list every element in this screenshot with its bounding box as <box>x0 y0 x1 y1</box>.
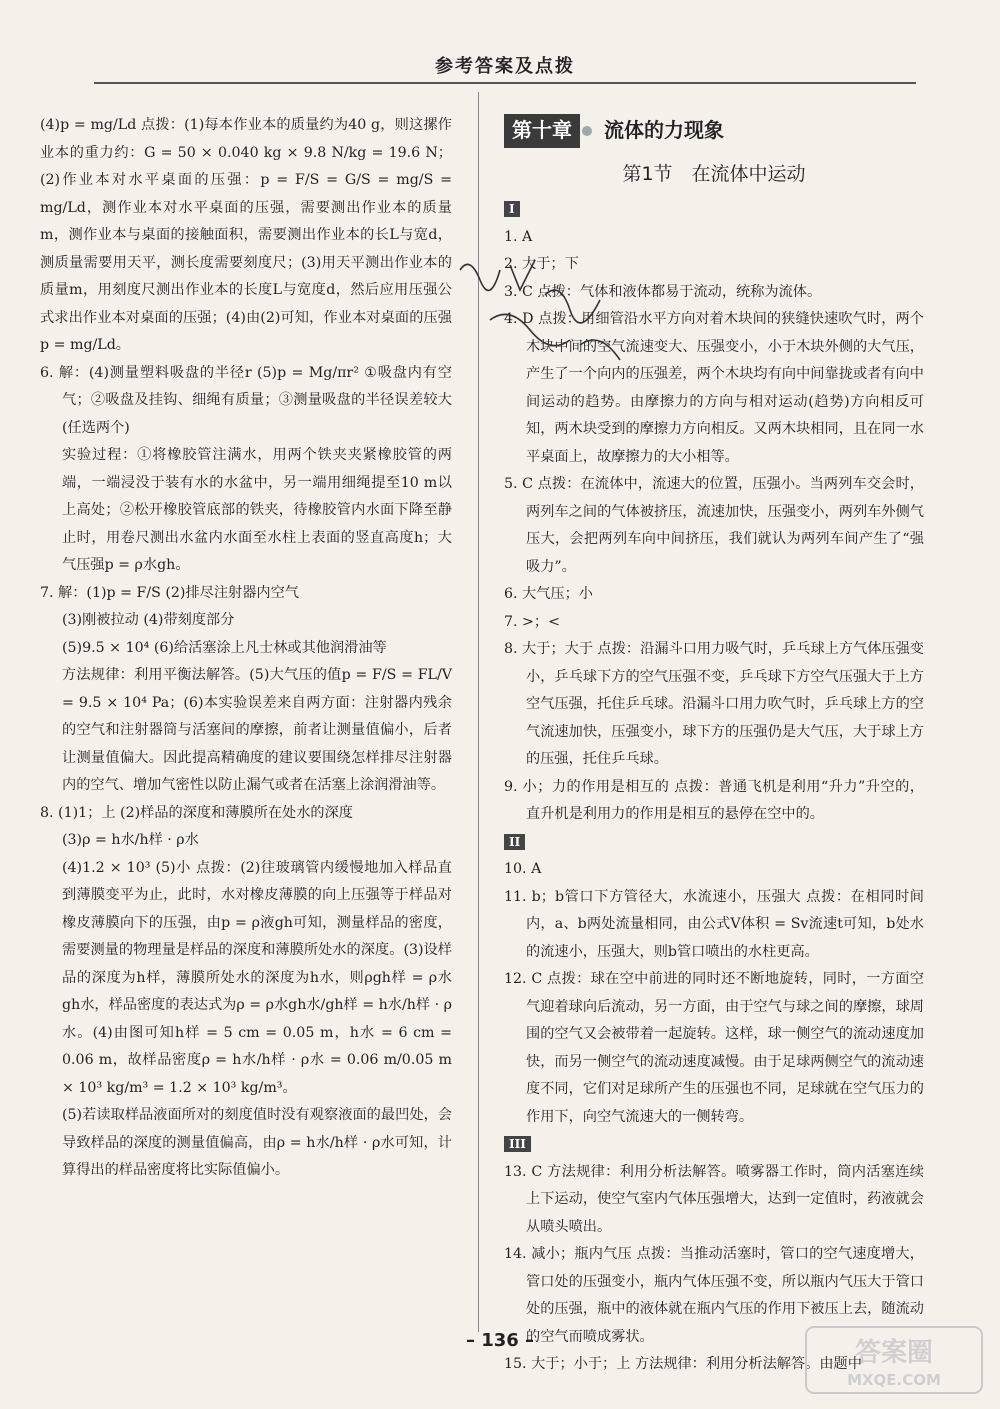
answer-block: 2. 大于；下 <box>504 256 579 272</box>
chapter-dot-icon <box>582 126 592 136</box>
page-number: – 136 – <box>465 1330 535 1351</box>
answer-block <box>504 1131 924 1159</box>
answer-block: 实验过程：①将橡胶管注满水，用两个铁夹夹紧橡胶管的两端，一端浸没于装有水的水盆中，另一端用细绳提至10 m以上高处；②松开橡胶管底部的铁夹，待橡胶管内水面下降至静止时，用卷尺测出水盆内水面至水柱上表面的竖直高度h；大气压强p = ρ水gh。 <box>62 447 452 573</box>
header-title: 参考答案及点拨 <box>435 56 575 77</box>
answer-block: 1. A <box>504 228 533 245</box>
answer-block: 9. 小；力的作用是相互的 点拨：普通飞机是利用“升力”升空的，直升机是利用力的作用是相互的悬停在空中的。 <box>504 778 924 822</box>
answer-block <box>504 829 924 857</box>
answer-block: 13. C 方法规律：利用分析法解答。喷雾器工作时，筒内活塞连续上下运动，使空气室内气体压强增大，达到一定值时，药液就会从喷头喷出。 <box>504 1163 924 1235</box>
level-badge: I <box>504 201 520 217</box>
answer-block: 14. 减小；瓶内气压 点拨：当推动活塞时，管口的空气速度增大，管口处的压强变小，瓶内气体压强不变，所以瓶内气压大于管口处的压强，瓶中的液体就在瓶内气压的作用下被压上去，随流动的空气而喷成雾状。 <box>504 1246 924 1345</box>
svg-text:答案圈: 答案圈 <box>854 1338 934 1368</box>
answer-block: 方法规律：利用平衡法解答。(5)大气压的值p = F/S = FL/V = 9.5 × 10⁴ Pa；(6)本实验误差来自两方面：注射器内残余的空气和注射器筒与活塞间的摩擦，前者让测量值偏小，后者让测量值偏大。因此提高精确度的建议要围绕怎样排尽注射器内的空气、增加气密性以防止漏气或者在活塞上涂润滑油等。 <box>62 667 452 793</box>
answer-block: 15. 大于；小于；上 方法规律：利用分析法解答。由题中 <box>504 1356 862 1372</box>
answer-block: 6. 大气压；小 <box>504 586 593 602</box>
answer-block: 5. C 点拨：在流体中，流速大的位置，压强小。当两列车交会时，两列车之间的气体被挤压，流速加快，压强变小，两列车外侧气压大，会把两列车向中间挤压，我们就认为两列车间产生了“强吸力”。 <box>504 476 924 575</box>
page-header <box>94 52 916 84</box>
answer-block <box>504 196 924 224</box>
chapter-heading <box>504 110 924 152</box>
answer-block: (3)刚被拉动 (4)带刻度部分 <box>62 612 235 628</box>
answer-block: 8. (1)1；上 (2)样品的深度和薄膜所在处水的深度 <box>40 804 353 821</box>
chapter-number: 第十章 <box>504 114 580 148</box>
answer-block: 8. 大于；大于 点拨：沿漏斗口用力吸气时，乒乓球上方气体压强变小，乒乓球下方的空气压强不变，乒乓球下方空气压强大于上方空气压强，托住乒乓球。沿漏斗口用力吹气时，乒乓球上方的空气流速加快，压强变小，球下方的压强仍是大气压，大于球上方的压强，托住乒乓球。 <box>504 641 924 767</box>
answer-block: 7. >；< <box>504 613 561 630</box>
svg-text:MXQE.COM: MXQE.COM <box>847 1371 941 1389</box>
column-divider <box>478 92 479 1332</box>
left-column <box>40 112 452 1185</box>
right-column <box>504 112 924 1379</box>
answer-block: (4)p = mg/Ld 点拨：(1)每本作业本的质量约为40 g，则这摞作业本的重力约：G = 50 × 0.040 kg × 9.8 N/kg = 19.6 N；(2)作业本对水平桌面的压强：p = F/S = G/S = mg/S = mg/Ld，测作业本对水平桌面的压强，需要测出作业本的质量m，测作业本与桌面的接触面积，需要测出作业本的长L与宽d，测质量需要用天平，测长度需要刻度尺；(3)用天平测出作业本的质量m，用刻度尺测出作业本的长度L与宽度d，然后应用压强公式求出作业本对桌面的压强；(4)由(2)可知，作业本对桌面的压强p = mg/Ld。 <box>40 117 452 353</box>
level-badge: III <box>504 1136 531 1152</box>
chapter-title: 流体的力现象 <box>604 118 724 143</box>
level-badge: II <box>504 834 525 850</box>
answer-block: 4. D 点拨：用细管沿水平方向对着木块间的狭缝快速吹气时，两个木块中间的空气流速变大、压强变小，小于木块外侧的大气压，产生了一个向内的压强差，两个木块均有向中间靠拢或者有向中间运动的趋势。由摩擦力的方向与相对运动(趋势)方向相反可知，两木块受到的摩擦力方向相反。又两木块相同，且在同一水平桌面上，故摩擦力的大小相等。 <box>504 311 924 465</box>
watermark-logo <box>804 1325 984 1395</box>
answer-block: 12. C 点拨：球在空中前进的同时还不断地旋转，同时，一方面空气迎着球向后流动，另一方面，由于空气与球之间的摩擦，球周围的空气又会被带着一起旋转。这样，球一侧空气的流动速度加快，而另一侧空气的流动速度减慢。由于足球两侧空气的流动速度不同，它们对足球所产生的压强也不同，足球就在空气压力的作用下，向空气流速大的一侧转弯。 <box>504 971 924 1125</box>
answer-block: 3. C 点拨：气体和液体都易于流动，统称为流体。 <box>504 283 822 300</box>
section-title: 第1节 在流体中运动 <box>622 163 806 185</box>
answer-block: 6. 解：(4)测量塑料吸盘的半径r (5)p = Mg/πr² ①吸盘内有空气；②吸盘及挂钩、细绳有质量；③测量吸盘的半径误差较大(任选两个) <box>40 364 452 436</box>
answer-block: (5)若读取样品液面所对的刻度值时没有观察液面的最凹处，会导致样品的深度的测量值偏高，由ρ = h水/h样 · ρ水可知，计算得出的样品密度将比实际值偏小。 <box>62 1107 452 1178</box>
answer-block: (3)ρ = h水/h样 · ρ水 <box>62 832 199 848</box>
right-answers <box>504 196 924 1379</box>
answer-block: (4)1.2 × 10³ (5)小 点拨：(2)往玻璃管内缓慢地加入样品直到薄膜变平为止，此时，水对橡皮薄膜的向上压强等于样品对橡皮薄膜向下的压强，由p = ρ液gh可知，测量样品的密度，需要测量的物理量是样品的深度和薄膜所处水的深度。(3)设样品的深度为h样，薄膜所处水的深度为h水，则ρgh样 = ρ水gh水，样品密度的表达式为ρ = ρ水gh水/gh样 = h水/h样 · ρ水。(4)由图可知h样 = 5 cm = 0.05 m，h水 = 6 cm = 0.06 m，故样品密度ρ = h水/h样 · ρ水 = 0.06 m/0.05 m × 10³ kg/m³ = 1.2 × 10³ kg/m³。 <box>62 859 452 1096</box>
answer-block: 11. b；b管口下方管径大，水流速小，压强大 点拨：在相同时间内，a、b两处流量相同，由公式V体积 = Sv流速t可知，b处水的流速小，压强大，则b管口喷出的水柱更高。 <box>504 888 924 960</box>
answer-block: (5)9.5 × 10⁴ (6)给活塞涂上凡士林或其他润滑油等 <box>62 639 387 656</box>
answer-block: 10. A <box>504 861 542 877</box>
answer-block: 7. 解：(1)p = F/S (2)排尽注射器内空气 <box>40 584 299 601</box>
